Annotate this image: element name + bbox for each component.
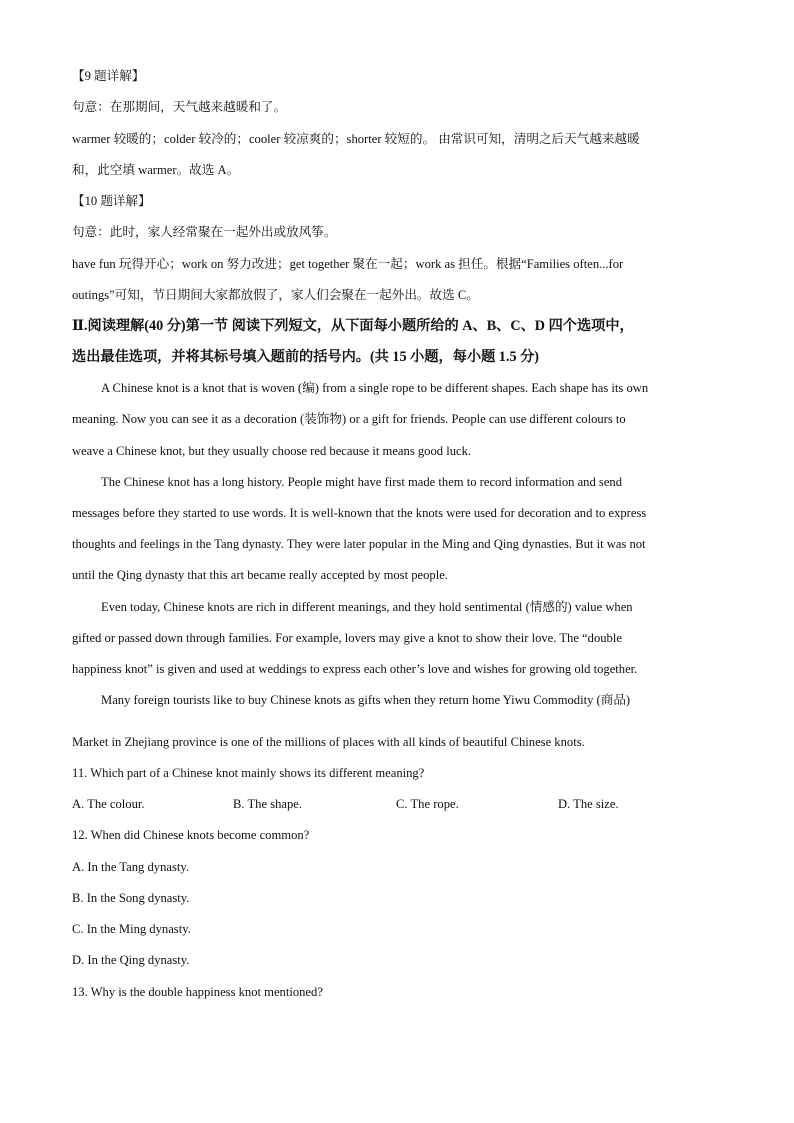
explain-10-heading: 【10 题详解】 <box>72 194 151 208</box>
question-12: 12. When did Chinese knots become common? <box>72 828 310 842</box>
explain-9-line: warmer 较暖的；colder 较冷的；cooler 较凉爽的；shorter 较短的。 由常识可知，清明之后天气越来越暖 <box>72 132 640 146</box>
explain-10-line: have fun 玩得开心；work on 努力改进；get together 聚在一起；work as 担任。根据“Families often...for <box>72 257 624 271</box>
option-b: B. The shape. <box>233 797 303 811</box>
passage-line: A Chinese knot is a knot that is woven (编) from a single rope to be different shapes. Each shape has its own <box>101 381 649 395</box>
passage-line: gifted or passed down through families. For example, lovers may give a knot to show their love. The “double <box>72 631 622 645</box>
passage-line: The Chinese knot has a long history. People might have first made them to record information and send <box>101 475 623 489</box>
explain-10-meaning: 句意：此时，家人经常聚在一起外出或放风筝。 <box>72 225 337 239</box>
passage-line: thoughts and feelings in the Tang dynasty. They were later popular in the Ming and Qing dynasties. But it was not <box>72 537 646 551</box>
passage-line: Market in Zhejiang province is one of the millions of places with all kinds of beautiful Chinese knots. <box>72 735 585 749</box>
passage-line: Many foreign tourists like to buy Chinese knots as gifts when they return home Yiwu Commodity (商品) <box>101 693 631 707</box>
option-d: D. The size. <box>558 797 619 811</box>
option-c: C. In the Ming dynasty. <box>72 922 191 936</box>
option-a: A. In the Tang dynasty. <box>72 860 189 874</box>
passage-line: until the Qing dynasty that this art became really accepted by most people. <box>72 568 448 582</box>
option-b: B. In the Song dynasty. <box>72 891 190 905</box>
explain-9-meaning: 句意：在那期间，天气越来越暖和了。 <box>72 100 287 114</box>
explain-9-line: 和，此空填 warmer。故选 A。 <box>72 163 240 177</box>
option-d: D. In the Qing dynasty. <box>72 953 190 967</box>
passage-line: weave a Chinese knot, but they usually choose red because it means good luck. <box>72 444 472 458</box>
passage-line: messages before they started to use words. It is well-known that the knots were used for decoration and to express <box>72 506 647 520</box>
option-a: A. The colour. <box>72 797 145 811</box>
explain-9-heading: 【9 题详解】 <box>72 69 145 83</box>
passage-line: meaning. Now you can see it as a decoration (装饰物) or a gift for friends. People can use different colours to <box>72 412 626 426</box>
question-11: 11. Which part of a Chinese knot mainly shows its different meaning? <box>72 766 425 780</box>
section-title: 选出最佳选项，并将其标号填入题前的括号内。(共 15 小题，每小题 1.5 分) <box>72 349 539 365</box>
question-13: 13. Why is the double happiness knot mentioned? <box>72 985 323 999</box>
section-title: Ⅱ.阅读理解(40 分)第一节 阅读下列短文，从下面每小题所给的 A、B、C、D 四个选项中， <box>72 318 634 334</box>
explain-10-line: outings”可知，节日期间大家都放假了，家人们会聚在一起外出。故选 C。 <box>72 288 479 302</box>
passage-line: Even today, Chinese knots are rich in different meanings, and they hold sentimental (情感的) value when <box>101 600 633 614</box>
option-c: C. The rope. <box>396 797 459 811</box>
passage-line: happiness knot” is given and used at weddings to express each other’s love and wishes for growing old together. <box>72 662 638 676</box>
